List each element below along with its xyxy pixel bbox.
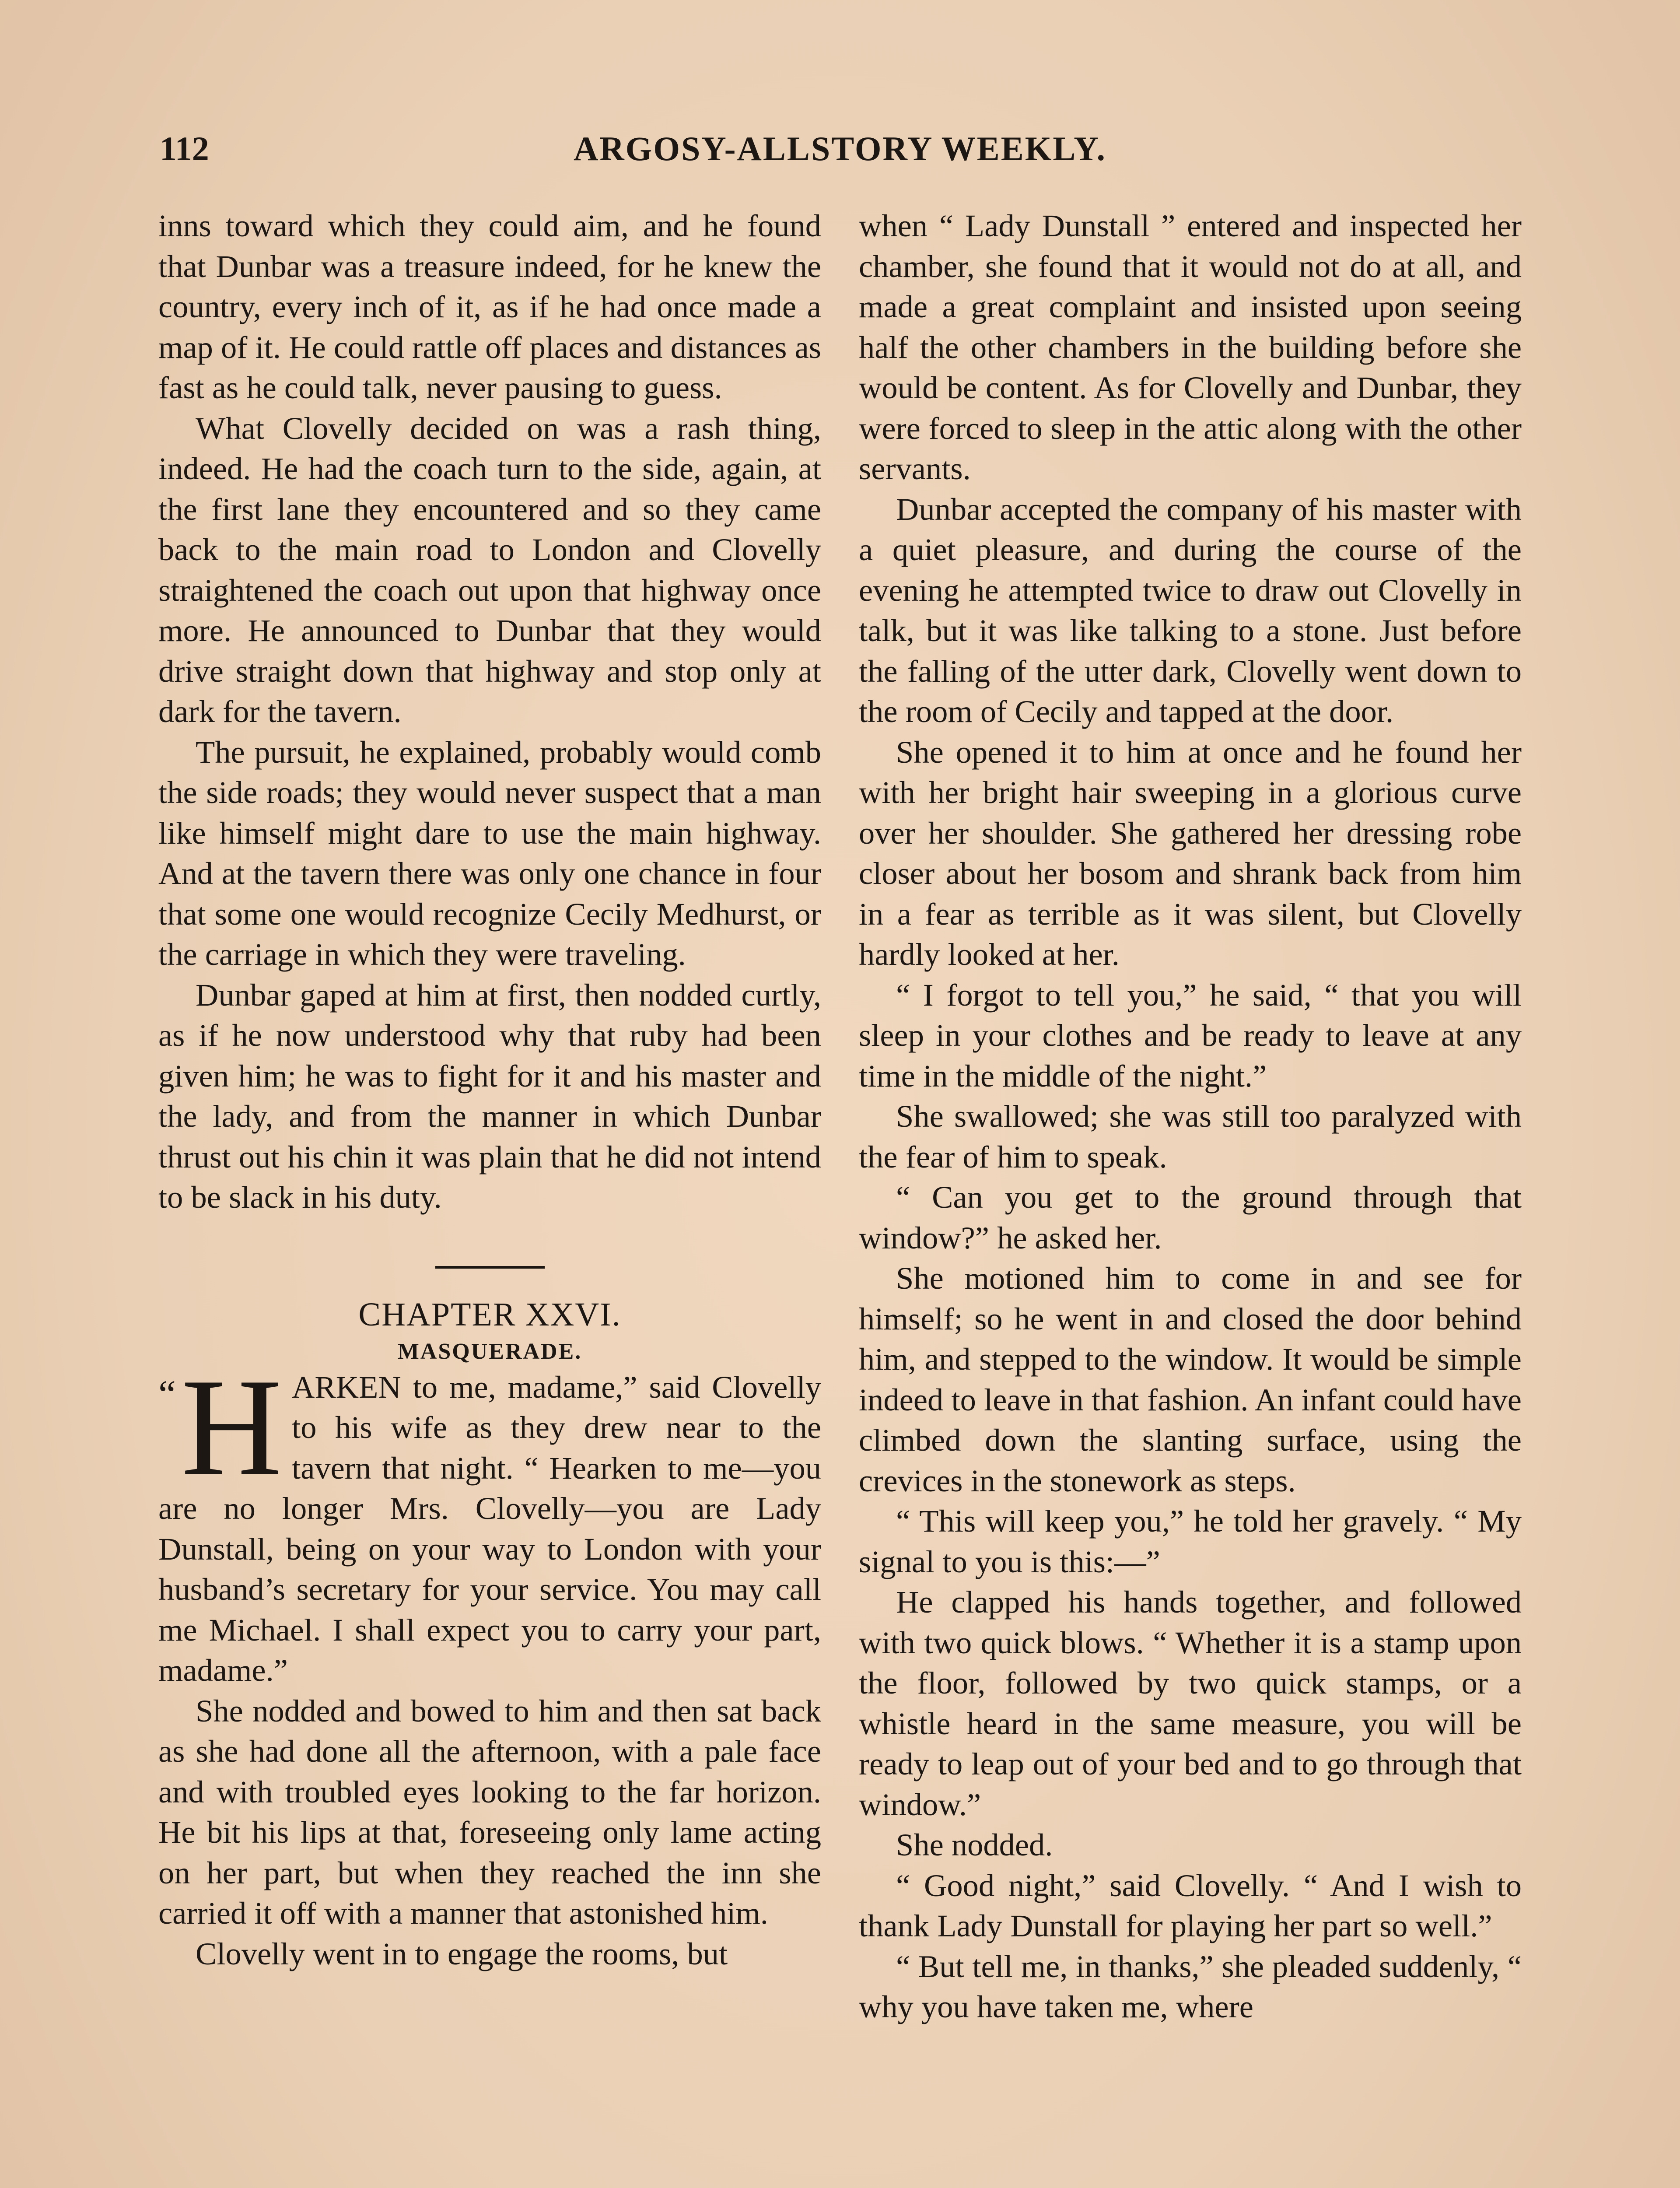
paragraph: Clovelly went in to engage the rooms, but	[196, 1936, 728, 1971]
left-column	[158, 206, 821, 1974]
paragraph: Dunbar accepted the company of his master with a quiet pleasure, and during the course of the evening he attempted twice to draw out Clovelly in talk, but it was like talking to a stone. Just before the falling of the utter dark, Clovelly went down to the room of Cecily and tapped at the door.	[859, 491, 1522, 729]
paragraph: She nodded.	[896, 1827, 1053, 1862]
paragraph: She opened it to him at once and he found her with her bright hair sweeping in a glorious curve over her shoulder. She gathered her dressing robe closer about her bosom and shrank back from him in a fear as terrible as it was silent, but Clovelly hardly looked at her.	[859, 734, 1522, 972]
paragraph: The pursuit, he explained, probably would comb the side roads; they would never suspect that a man like himself might dare to use the main highway. And at the tavern there was only one chance in four that some one would recognize Cecily Medhurst, or the carriage in which they were traveling.	[158, 734, 821, 972]
drop-cap	[158, 1350, 283, 1505]
drop-cap-letter: H	[181, 1350, 283, 1505]
paragraph: Dunbar gaped at him at first, then nodded curtly, as if he now understood why that ruby had been given him; he was to fight for it and his master and the lady, and from the manner in which Dunbar thrust out his chin it was plain that he did not intend to be slack in his duty.	[158, 977, 821, 1215]
paragraph: She nodded and bowed to him and then sat back as she had done all the afternoon, with a pale face and with troubled eyes looking to the far horizon. He bit his lips at that, foreseeing only lame acting on her part, but when they reached the inn she carried it off with a manner that astonished him.	[158, 1693, 821, 1931]
paragraph: “ This will keep you,” he told her gravely. “ My signal to you is this:—”	[859, 1503, 1522, 1579]
paragraph: He clapped his hands together, and followed with two quick blows. “ Whether it is a stamp upon the floor, followed by two quick stamps, or a whistle heard in the same measure, you will be ready to leap out of your bed and to go through that window.”	[859, 1584, 1522, 1822]
paragraph: “ Can you get to the ground through that window?” he asked her.	[859, 1179, 1522, 1255]
page-number: 112	[160, 130, 209, 168]
paragraph: “ But tell me, in thanks,” she pleaded suddenly, “ why you have taken me, where	[859, 1948, 1522, 2024]
paragraph: What Clovelly decided on was a rash thing, indeed. He had the coach turn to the side, again, at the first lane they encountered and so they came back to the main road to London and Clovelly straightened the coach out upon that highway once more. He announced to Dunbar that they would drive straight down that highway and stop only at dark for the tavern.	[158, 410, 821, 729]
paragraph: when “ Lady Dunstall ” entered and inspected her chamber, she found that it would not do at all, and made a great complaint and insisted upon seeing half the other chambers in the building before she would be content. As for Clovelly and Dunbar, they were forced to sleep in the attic along with the other servants.	[859, 208, 1522, 486]
paragraph: She swallowed; she was still too paralyzed with the fear of him to speak.	[859, 1098, 1522, 1175]
right-column	[859, 206, 1522, 2027]
paragraph: She motioned him to come in and see for himself; so he went in and closed the door behind him, and stepped to the window. It would be simple indeed to leave in that fashion. An infant could have climbed down the slanting surface, using the crevices in the stonework as steps.	[859, 1260, 1522, 1498]
opening-text: ARKEN to me, madame,” said Clovelly to his wife as they drew near to the tavern that night. “ Hearken to me—you are no longer Mrs. Clovelly—you are Lady Dunstall, being on your way to London with your husband’s secretary for your service. You may call me Michael. I shall expect you to carry your part, madame.”	[158, 1369, 821, 1688]
paragraph: inns toward which they could aim, and he found that Dunbar was a treasure indeed, for he knew the country, every inch of it, as if he had once made a map of it. He could rattle off places and distances as fast as he could talk, never pausing to guess.	[158, 208, 821, 405]
chapter-divider	[435, 1266, 545, 1269]
chapter-title: CHAPTER XXVI.	[358, 1296, 621, 1333]
running-head: ARGOSY-ALLSTORY WEEKLY.	[574, 130, 1106, 168]
opening-quote: “	[158, 1372, 176, 1416]
chapter-subtitle: MASQUERADE.	[397, 1339, 582, 1364]
paragraph: “ I forgot to tell you,” he said, “ that you will sleep in your clothes and be ready to leave at any time in the middle of the night.”	[859, 977, 1522, 1094]
page-header	[160, 129, 1520, 177]
paragraph: “ Good night,” said Clovelly. “ And I wish to thank Lady Dunstall for playing her part so well.”	[859, 1867, 1522, 1943]
